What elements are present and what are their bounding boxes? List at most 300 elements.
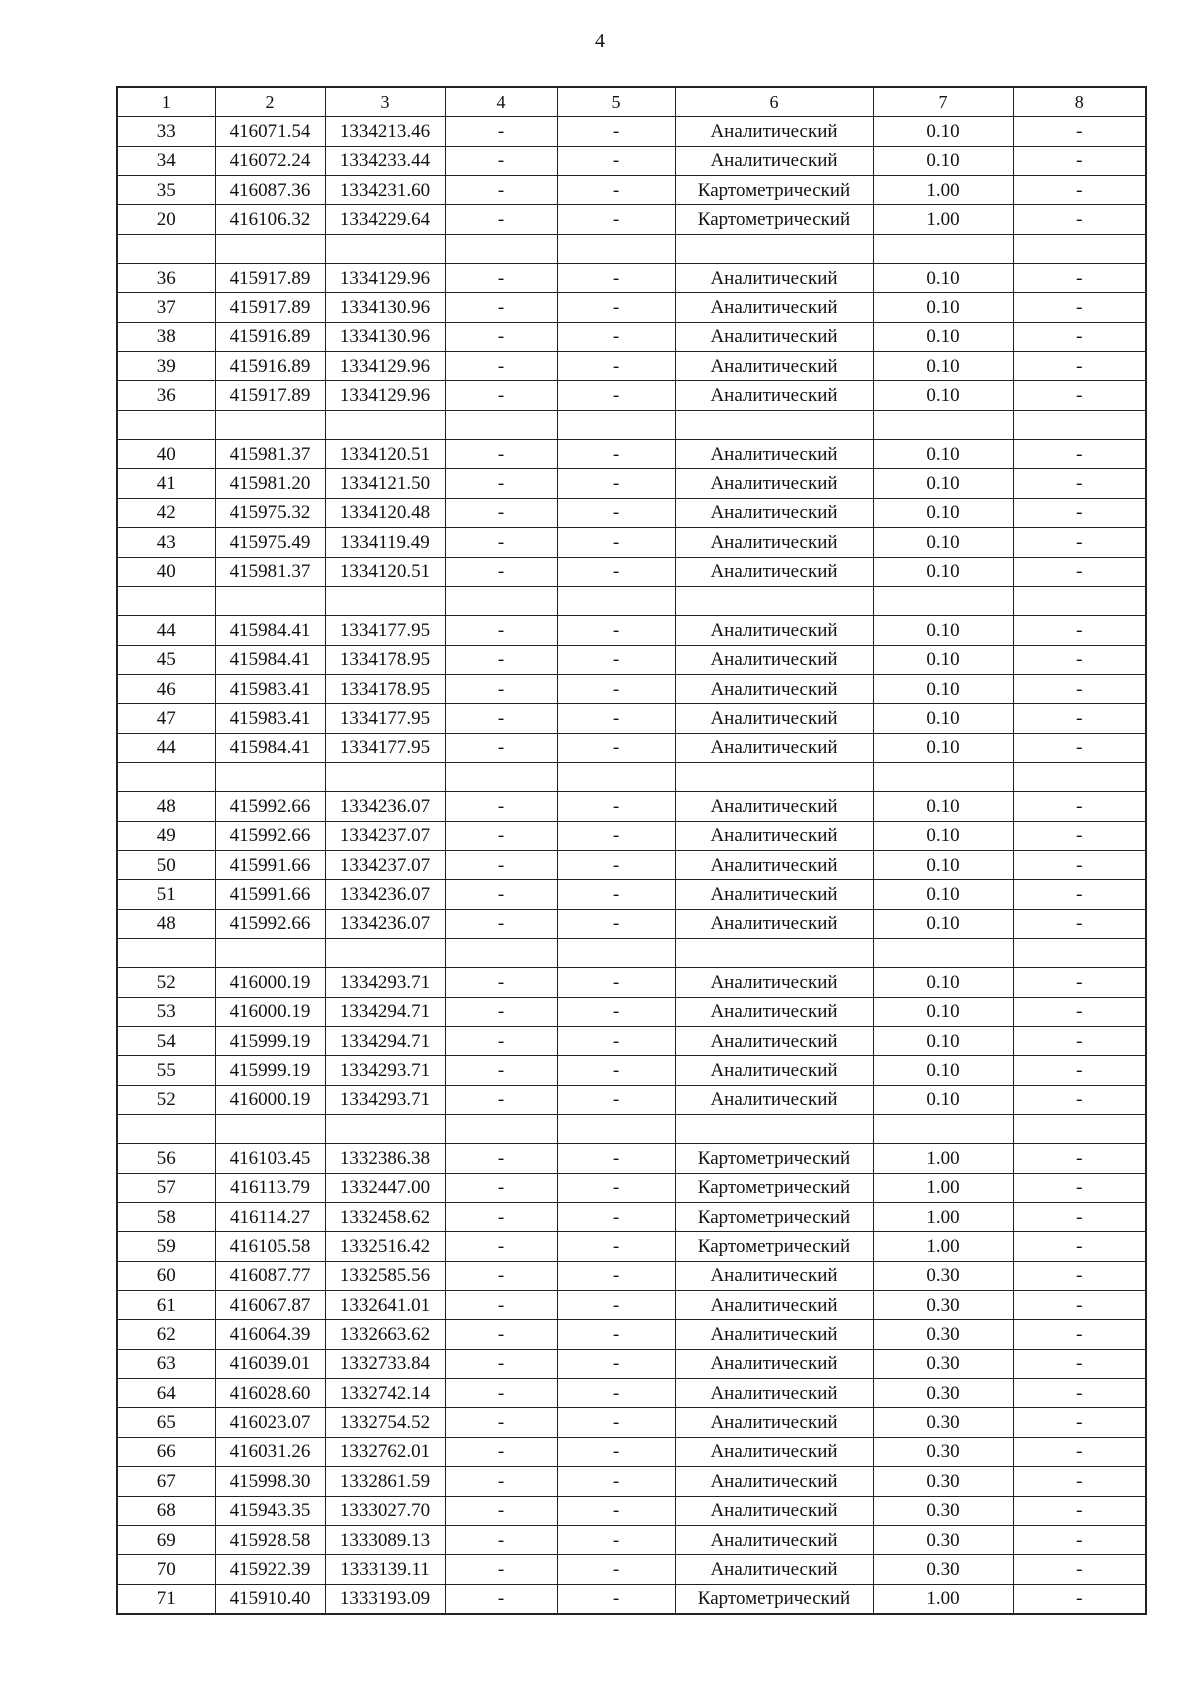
table-cell: 50 <box>117 850 215 879</box>
table-cell <box>325 762 445 791</box>
table-cell: - <box>445 1027 557 1056</box>
table-row <box>117 1173 1146 1202</box>
table-cell: - <box>445 293 557 322</box>
table-cell: - <box>1013 1584 1146 1614</box>
table-cell: 1.00 <box>873 1232 1013 1261</box>
table-cell: 415999.19 <box>215 1056 325 1085</box>
table-cell: 41 <box>117 469 215 498</box>
table-cell: Аналитический <box>675 821 873 850</box>
header-cell: 2 <box>215 87 325 117</box>
table-cell: Аналитический <box>675 1408 873 1437</box>
table-cell: 1332516.42 <box>325 1232 445 1261</box>
table-cell: - <box>1013 528 1146 557</box>
table-cell: Аналитический <box>675 850 873 879</box>
table-cell: - <box>557 733 675 762</box>
table-cell: 1334177.95 <box>325 733 445 762</box>
table-cell: - <box>557 968 675 997</box>
table-cell <box>675 762 873 791</box>
table-cell: 1334120.51 <box>325 440 445 469</box>
table-cell: 1334120.51 <box>325 557 445 586</box>
table-cell: - <box>445 557 557 586</box>
table-cell: 0.30 <box>873 1555 1013 1584</box>
table-cell: - <box>445 176 557 205</box>
table-cell: 0.30 <box>873 1379 1013 1408</box>
table-row <box>117 264 1146 293</box>
table-cell: 0.10 <box>873 821 1013 850</box>
table-row <box>117 1232 1146 1261</box>
table-cell: 1334129.96 <box>325 381 445 410</box>
table-cell: 52 <box>117 1085 215 1114</box>
table-cell: 49 <box>117 821 215 850</box>
table-cell <box>675 938 873 967</box>
table-cell: Аналитический <box>675 1056 873 1085</box>
table-cell: 415983.41 <box>215 674 325 703</box>
table-cell: Аналитический <box>675 146 873 175</box>
table-cell: Аналитический <box>675 792 873 821</box>
coordinates-table <box>116 86 1147 1615</box>
table-cell: - <box>557 1320 675 1349</box>
table-cell: 1332585.56 <box>325 1261 445 1290</box>
table-cell: 415910.40 <box>215 1584 325 1614</box>
table-cell: 415916.89 <box>215 322 325 351</box>
table-cell: 70 <box>117 1555 215 1584</box>
table-cell <box>1013 234 1146 263</box>
table-cell: - <box>445 1496 557 1525</box>
table-cell: 416087.36 <box>215 176 325 205</box>
table-cell: 0.30 <box>873 1496 1013 1525</box>
table-row <box>117 850 1146 879</box>
table-cell <box>445 234 557 263</box>
table-cell: 67 <box>117 1467 215 1496</box>
table-cell: 1332742.14 <box>325 1379 445 1408</box>
header-cell: 6 <box>675 87 873 117</box>
table-row <box>117 205 1146 234</box>
table-cell: - <box>445 469 557 498</box>
table-row <box>117 1261 1146 1290</box>
table-cell: 416039.01 <box>215 1349 325 1378</box>
table-cell: Картометрический <box>675 1203 873 1232</box>
table-cell: 1334130.96 <box>325 322 445 351</box>
table-cell: - <box>1013 968 1146 997</box>
table-cell: - <box>445 1232 557 1261</box>
table-row <box>117 1437 1146 1466</box>
table-row <box>117 1027 1146 1056</box>
table-cell: - <box>445 645 557 674</box>
table-cell: - <box>557 1085 675 1114</box>
table-cell: 1334294.71 <box>325 1027 445 1056</box>
table-body <box>117 117 1146 1614</box>
table-cell: 416000.19 <box>215 997 325 1026</box>
table-cell: - <box>557 117 675 146</box>
table-cell: Аналитический <box>675 704 873 733</box>
table-cell: 0.10 <box>873 528 1013 557</box>
page-number: 4 <box>595 30 605 52</box>
table-row <box>117 176 1146 205</box>
table-cell: - <box>1013 293 1146 322</box>
table-cell: 415983.41 <box>215 704 325 733</box>
table-cell: Картометрический <box>675 176 873 205</box>
table-row <box>117 1408 1146 1437</box>
table-cell: Аналитический <box>675 1555 873 1584</box>
table-cell <box>215 762 325 791</box>
table-cell: - <box>1013 1555 1146 1584</box>
table-cell: 416071.54 <box>215 117 325 146</box>
table-cell: 415917.89 <box>215 381 325 410</box>
table-row <box>117 469 1146 498</box>
table-cell: 415992.66 <box>215 792 325 821</box>
table-cell: - <box>445 205 557 234</box>
table-cell: 0.10 <box>873 293 1013 322</box>
table-row <box>117 616 1146 645</box>
header-row <box>117 87 1146 117</box>
table-row <box>117 1085 1146 1114</box>
table-cell: - <box>557 674 675 703</box>
table-cell: Аналитический <box>675 616 873 645</box>
table-row <box>117 381 1146 410</box>
table-cell: 48 <box>117 909 215 938</box>
table-cell: 1.00 <box>873 205 1013 234</box>
table-cell: 1334236.07 <box>325 792 445 821</box>
table-cell: - <box>445 821 557 850</box>
table-cell <box>675 410 873 439</box>
table-cell: 0.10 <box>873 381 1013 410</box>
table-cell: - <box>557 469 675 498</box>
table-cell: - <box>445 1467 557 1496</box>
table-cell <box>325 938 445 967</box>
table-cell: Аналитический <box>675 1320 873 1349</box>
table-cell: 0.10 <box>873 557 1013 586</box>
table-cell: 56 <box>117 1144 215 1173</box>
table-row <box>117 1056 1146 1085</box>
table-cell: - <box>557 264 675 293</box>
table-cell: 1334178.95 <box>325 674 445 703</box>
table-cell <box>325 410 445 439</box>
table-cell: - <box>445 1525 557 1554</box>
table-row <box>117 1467 1146 1496</box>
table-cell: - <box>557 1408 675 1437</box>
table-cell: 1332458.62 <box>325 1203 445 1232</box>
table-cell: - <box>557 1232 675 1261</box>
table-row <box>117 704 1146 733</box>
table-cell <box>117 234 215 263</box>
table-cell: - <box>557 909 675 938</box>
table-cell: - <box>1013 1525 1146 1554</box>
header-cell: 5 <box>557 87 675 117</box>
table-row <box>117 117 1146 146</box>
table-cell <box>325 234 445 263</box>
table-cell: 54 <box>117 1027 215 1056</box>
header-cell: 1 <box>117 87 215 117</box>
table-cell: 415991.66 <box>215 850 325 879</box>
table-cell: - <box>445 498 557 527</box>
table-cell: - <box>557 381 675 410</box>
table-row <box>117 880 1146 909</box>
table-cell <box>1013 410 1146 439</box>
table-cell <box>675 586 873 615</box>
table-row <box>117 792 1146 821</box>
table-cell: - <box>1013 469 1146 498</box>
table-cell: Аналитический <box>675 1261 873 1290</box>
table-cell: - <box>557 557 675 586</box>
table-cell: 416023.07 <box>215 1408 325 1437</box>
table-cell: Аналитический <box>675 322 873 351</box>
header-cell: 4 <box>445 87 557 117</box>
table-cell: 69 <box>117 1525 215 1554</box>
table-row <box>117 352 1146 381</box>
table-cell: 0.10 <box>873 1056 1013 1085</box>
table-cell: 1334130.96 <box>325 293 445 322</box>
table-cell: 59 <box>117 1232 215 1261</box>
table-cell <box>557 1115 675 1144</box>
table-cell <box>445 410 557 439</box>
table-cell: - <box>445 733 557 762</box>
table-cell: - <box>1013 440 1146 469</box>
table-cell <box>557 234 675 263</box>
table-cell: - <box>445 146 557 175</box>
table-cell: 415975.32 <box>215 498 325 527</box>
table-cell: - <box>445 322 557 351</box>
table-cell: Аналитический <box>675 1291 873 1320</box>
table-cell <box>215 410 325 439</box>
table-cell: 0.10 <box>873 850 1013 879</box>
table-row <box>117 322 1146 351</box>
table-cell: - <box>1013 264 1146 293</box>
table-cell: 1332386.38 <box>325 1144 445 1173</box>
table-cell <box>117 410 215 439</box>
table-cell: 38 <box>117 322 215 351</box>
table-cell: 415981.20 <box>215 469 325 498</box>
table-cell: - <box>1013 704 1146 733</box>
table-cell: - <box>445 880 557 909</box>
table-cell: 60 <box>117 1261 215 1290</box>
table-cell: - <box>557 1379 675 1408</box>
table-row <box>117 528 1146 557</box>
table-cell <box>557 762 675 791</box>
table-cell: Аналитический <box>675 909 873 938</box>
table-cell: 45 <box>117 645 215 674</box>
table-cell <box>873 234 1013 263</box>
table-cell: Аналитический <box>675 557 873 586</box>
table-cell: 57 <box>117 1173 215 1202</box>
table-cell: - <box>557 704 675 733</box>
table-cell <box>117 938 215 967</box>
table-cell: - <box>445 1261 557 1290</box>
table-cell: 66 <box>117 1437 215 1466</box>
table-cell: - <box>557 1467 675 1496</box>
table-cell: - <box>445 674 557 703</box>
table-cell: - <box>557 1056 675 1085</box>
table-cell: - <box>1013 997 1146 1026</box>
table-row <box>117 1144 1146 1173</box>
table-cell: 0.10 <box>873 792 1013 821</box>
table-cell: - <box>445 1379 557 1408</box>
table-cell: 34 <box>117 146 215 175</box>
table-spacer-row <box>117 1115 1146 1144</box>
table-cell <box>1013 586 1146 615</box>
table-cell: 46 <box>117 674 215 703</box>
table-cell: 416113.79 <box>215 1173 325 1202</box>
table-cell: Аналитический <box>675 1437 873 1466</box>
table-cell: 0.30 <box>873 1408 1013 1437</box>
table-cell: - <box>557 1261 675 1290</box>
table-cell: Аналитический <box>675 117 873 146</box>
table-cell: - <box>1013 645 1146 674</box>
table-cell: Картометрический <box>675 1173 873 1202</box>
table-cell: 0.10 <box>873 146 1013 175</box>
table-cell: - <box>1013 1291 1146 1320</box>
table-cell: 1.00 <box>873 1584 1013 1614</box>
table-cell: Аналитический <box>675 498 873 527</box>
table-cell: - <box>557 1584 675 1614</box>
table-cell <box>445 762 557 791</box>
table-cell: 1.00 <box>873 1173 1013 1202</box>
table-cell: 0.30 <box>873 1320 1013 1349</box>
table-cell: 1334294.71 <box>325 997 445 1026</box>
table-cell: 0.10 <box>873 645 1013 674</box>
table-cell: - <box>1013 792 1146 821</box>
table-spacer-row <box>117 410 1146 439</box>
table-cell <box>445 938 557 967</box>
table-cell: 0.30 <box>873 1291 1013 1320</box>
table-cell <box>1013 762 1146 791</box>
table-cell: 1332447.00 <box>325 1173 445 1202</box>
table-cell <box>675 1115 873 1144</box>
table-cell: 415928.58 <box>215 1525 325 1554</box>
table-cell: - <box>1013 176 1146 205</box>
table-cell: - <box>557 645 675 674</box>
table-row <box>117 997 1146 1026</box>
table-cell: - <box>1013 1320 1146 1349</box>
table-cell: 0.10 <box>873 322 1013 351</box>
table-cell: Аналитический <box>675 1379 873 1408</box>
table-cell: - <box>445 1349 557 1378</box>
table-cell: - <box>557 1203 675 1232</box>
table-cell: 51 <box>117 880 215 909</box>
table-cell: - <box>445 1291 557 1320</box>
table-cell: - <box>1013 205 1146 234</box>
table-cell: - <box>445 1555 557 1584</box>
table-cell: 415984.41 <box>215 733 325 762</box>
table-cell: 1.00 <box>873 1203 1013 1232</box>
table-cell: 0.30 <box>873 1261 1013 1290</box>
table-cell: - <box>557 352 675 381</box>
table-cell: - <box>445 1203 557 1232</box>
table-row <box>117 146 1146 175</box>
table-cell <box>557 410 675 439</box>
table-cell: 40 <box>117 557 215 586</box>
table-row <box>117 440 1146 469</box>
table-cell: 415991.66 <box>215 880 325 909</box>
table-cell: 0.10 <box>873 880 1013 909</box>
table-cell: - <box>1013 733 1146 762</box>
table-cell: 0.10 <box>873 909 1013 938</box>
table-cell: - <box>445 117 557 146</box>
table-cell: - <box>1013 322 1146 351</box>
table-cell: - <box>1013 1467 1146 1496</box>
table-cell: 1333193.09 <box>325 1584 445 1614</box>
table-cell: - <box>445 704 557 733</box>
table-cell: 43 <box>117 528 215 557</box>
table-cell: Аналитический <box>675 1525 873 1554</box>
table-cell: - <box>1013 1496 1146 1525</box>
table-cell: - <box>1013 146 1146 175</box>
table-row <box>117 968 1146 997</box>
table-cell: 415917.89 <box>215 293 325 322</box>
table-cell: 1334119.49 <box>325 528 445 557</box>
table-cell: 0.10 <box>873 674 1013 703</box>
table-cell: - <box>557 1349 675 1378</box>
table-cell: - <box>557 1525 675 1554</box>
table-row <box>117 293 1146 322</box>
table-cell: - <box>557 850 675 879</box>
table-cell: - <box>1013 1085 1146 1114</box>
table-cell: 1333139.11 <box>325 1555 445 1584</box>
table-row <box>117 557 1146 586</box>
table-cell: 44 <box>117 616 215 645</box>
table-cell <box>117 1115 215 1144</box>
table-cell: 37 <box>117 293 215 322</box>
table-cell: 416105.58 <box>215 1232 325 1261</box>
table-cell: 415981.37 <box>215 557 325 586</box>
table-cell: 416000.19 <box>215 968 325 997</box>
table-cell: 1334293.71 <box>325 1085 445 1114</box>
table-cell: - <box>445 1584 557 1614</box>
table-row <box>117 1203 1146 1232</box>
table-cell: - <box>445 909 557 938</box>
table-cell: - <box>1013 381 1146 410</box>
table-cell: 1334237.07 <box>325 821 445 850</box>
table-cell: - <box>557 176 675 205</box>
table-cell: 416031.26 <box>215 1437 325 1466</box>
table-cell: 1334231.60 <box>325 176 445 205</box>
table-cell: - <box>445 528 557 557</box>
table-cell: 0.10 <box>873 352 1013 381</box>
table-cell: Картометрический <box>675 205 873 234</box>
table-cell: 416064.39 <box>215 1320 325 1349</box>
table-cell: 415984.41 <box>215 645 325 674</box>
table-cell: - <box>557 1173 675 1202</box>
table-cell: 52 <box>117 968 215 997</box>
table-cell: - <box>445 1437 557 1466</box>
table-cell: 416106.32 <box>215 205 325 234</box>
table-cell: 415999.19 <box>215 1027 325 1056</box>
table-cell <box>873 410 1013 439</box>
table-cell: 0.10 <box>873 733 1013 762</box>
table-cell: 1334129.96 <box>325 352 445 381</box>
table-cell: - <box>445 264 557 293</box>
table-cell: - <box>557 146 675 175</box>
table-cell: 71 <box>117 1584 215 1614</box>
table-cell <box>873 938 1013 967</box>
table-cell: 48 <box>117 792 215 821</box>
table-cell: 1334236.07 <box>325 909 445 938</box>
table-cell: Картометрический <box>675 1144 873 1173</box>
table-row <box>117 909 1146 938</box>
table-cell: - <box>1013 1056 1146 1085</box>
table-cell: Аналитический <box>675 469 873 498</box>
table-row <box>117 1320 1146 1349</box>
table-cell: - <box>1013 557 1146 586</box>
table-cell: - <box>1013 1408 1146 1437</box>
table-cell: - <box>445 1056 557 1085</box>
table-cell: 415992.66 <box>215 821 325 850</box>
table-cell: - <box>557 616 675 645</box>
table-cell: Аналитический <box>675 1349 873 1378</box>
table-cell: Аналитический <box>675 880 873 909</box>
table-cell: - <box>1013 1173 1146 1202</box>
table-cell: 415984.41 <box>215 616 325 645</box>
table-cell: 415981.37 <box>215 440 325 469</box>
